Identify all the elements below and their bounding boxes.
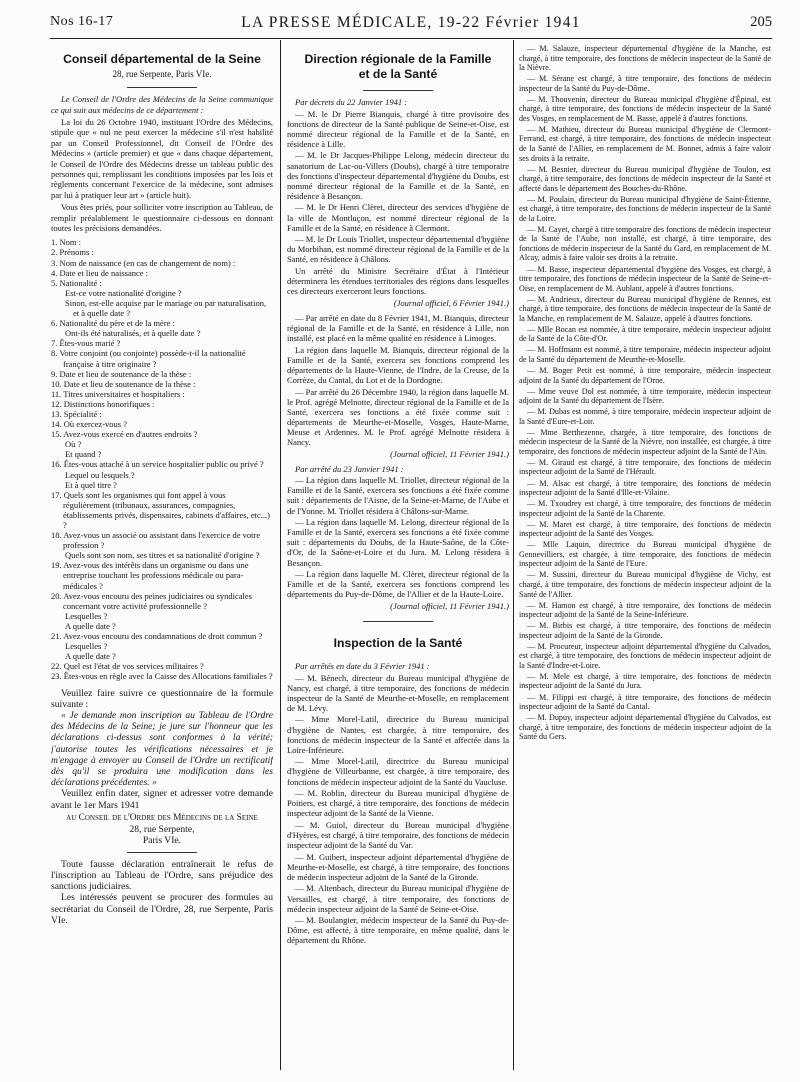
question-item: Lesquelles ? <box>65 641 108 652</box>
question-item: 5. Nationalité : <box>51 277 102 288</box>
question-item: Et à quel titre ? <box>65 479 117 490</box>
appointment-entry: — M. Sérane est chargé, à titre temporaire, des fonctions de médecin inspecteur de la Santé du Puy-de-Dôme. <box>519 74 771 93</box>
section-title-inspection: Inspection de la Santé <box>333 636 463 650</box>
regions-list <box>287 464 509 600</box>
question-item: 21. Avez-vous encouru des condamnations de droit commun ? <box>51 631 263 642</box>
conseil-address: 28, rue Serpente, Paris VIe. <box>112 69 212 79</box>
question-item: 14. Où exercez-vous ? <box>51 419 127 430</box>
appointment-entry: — M. Giraud est chargé, à titre temporaire, des fonctions de médecin inspecteur adjoint de la Santé de l'Hérault. <box>519 457 771 477</box>
question-item: 11. Titres universitaires et hospitaliers : <box>51 388 185 399</box>
address-line-1: au Conseil de l'Ordre des Médecins de la Seine <box>66 812 258 823</box>
notice-entry: La région dans laquelle M. Bianquis, directeur régional de la Famille et de la Santé, exercera ses fonctions comprend les départements de la Haute-Vienne, de l'Indre, de la Creuse, de la Corrèze, du Cantal, du Lot et de la Dordogne. <box>287 344 509 385</box>
column-rule-2 <box>513 40 514 1070</box>
notice-entry: — M. Roblin, directeur du Bureau municipal d'hygiène de Poitiers, est chargé, à titre temporaire, des fonctions de médecin inspecteur adjoint de la Santé de la Vienne. <box>287 788 509 819</box>
appointment-entry: — M. Salauze, inspecteur départemental d'hygiène de la Manche, est chargé, à titre temporaire, des fonctions de médecin inspecteur de la Santé de la Nièvre. <box>519 44 771 73</box>
question-item: 1. Nom : <box>51 237 81 248</box>
column-conseil <box>51 46 273 926</box>
arrete-list <box>287 313 509 447</box>
appointment-entry: — M. Boger Petit est nommé, à titre temporaire, médecin inspecteur adjoint de la Santé du département de l'Orne. <box>519 366 771 385</box>
question-item: 6. Nationalité du père et de la mère : <box>51 318 175 329</box>
notice-entry: — Mme Morel-Latil, directrice du Bureau municipal d'hygiène de Villeurbanne, est chargée, à titre temporaire, des fonctions de médecin inspecteur adjoint de la Santé du Vaucluse. <box>287 756 509 787</box>
notice-entry: — M. le Dr Henri Clèret, directeur des services d'hygiène de la ville de Montluçon, est nommé directeur régional de la Famille et de la Santé, en résidence à Clermont. <box>287 202 509 233</box>
notice-entry: — La région dans laquelle M. Triollet, directeur régional de la Famille et de la Santé, exercera ses fonctions a été fixée comme suit : départements de l'Aisne, de la Seine-et-Marne, de l'Aube et de l'Yonne. M. Triollet résidera à Châlons-sur-Marne. <box>287 475 509 516</box>
question-item: Lesquelles ? <box>65 610 108 621</box>
notice-entry: — M. Guiol, directeur du Bureau municipal d'hygiène d'Hyères, est chargé, à titre temporaire, des fonctions de médecin inspecteur adjoint de la Santé du Var. <box>287 819 509 851</box>
column-rule-1 <box>280 40 281 1070</box>
question-item: 19. Avez-vous des intérêts dans un organisme ou dans une entreprise touchant les professions médicale ou para-médicales ? <box>51 560 249 591</box>
appointment-entry: — M. Txoudrey est chargé, à titre temporaire, des fonctions de médecin inspecteur adjoint de la Santé de la Charente. <box>519 499 771 518</box>
column-inspection-continued <box>519 44 771 743</box>
deadline-paragraph: Veuillez enfin dater, signer et adresser votre demande avant le 1er Mars 1941 <box>51 788 273 811</box>
law-paragraph: La loi du 26 Octobre 1940, instituant l'Ordre des Médecins, stipule que « nul ne peut exercer la médecine s'il n'est habilité par un Conseil Professionnel, dit Conseil de l'Ordre des Médecins » (article premier) et que « dans chaque département, le Conseil de l'Ordre des Médecins dresse un tableau public des personnes qui, remplissant les conditions imposées par les lois et règlements concernant l'exercice de la médecine, sont admises par lui à pratiquer leur art » (article huit). <box>51 116 273 200</box>
notice-entry: Par arrêté du 23 Janvier 1941 : <box>295 463 404 474</box>
journal-reference-1: (Journal officiel, 6 Février 1941.) <box>393 297 509 308</box>
intro-paragraph: Le Conseil de l'Ordre des Médecins de la Seine communique ce qui suit aux médecins de ce département : <box>51 94 273 115</box>
appointment-entry: — M. Dubas est nommé, à titre temporaire, médecin inspecteur adjoint de la Santé d'Eure-et-Loir. <box>519 407 771 426</box>
question-item: 22. Quel est l'état de vos services militaires ? <box>51 661 204 672</box>
question-item: 8. Votre conjoint (ou conjointe) possède-t-il la nationalité française à titre originaire ? <box>51 348 246 369</box>
notice-entry: Par arrêtés en date du 3 Février 1941 : <box>295 661 430 671</box>
forms-paragraph: Les intéressés peuvent se procurer des formules au secrétariat du Conseil de l'Ordre, 28, rue Serpente, Paris VIe. <box>51 892 273 926</box>
inspection-list <box>287 661 509 946</box>
question-item: 7. Êtes-vous marié ? <box>51 338 121 349</box>
appointment-entry: — M. Besnier, directeur du Bureau municipal d'hygiène de Toulon, est chargé, à titre temporaire, des fonctions de médecin inspecteur de la Santé et affecté dans le département des Bouches-du-Rhône. <box>519 164 771 193</box>
journal-reference-3: (Journal officiel, 11 Février 1941.) <box>390 600 509 611</box>
issue-number: Nos 16-17 <box>50 14 114 29</box>
appointment-entry: — M. Hamon est chargé, à titre temporaire, des fonctions de médecin inspecteur adjoint de la Santé de la Seine-Inférieure. <box>519 600 771 620</box>
question-item: 13. Spécialité : <box>51 408 102 419</box>
page-number: 205 <box>750 14 772 30</box>
appointment-entry: — M. Sussini, directeur du Bureau municipal d'hygiène de Vichy, est chargé, à titre temporaire, des fonctions de médecin inspecteur adjoint de la Santé de l'Allier. <box>519 570 771 599</box>
appointment-entry: — Mlle Laquin, directrice du Bureau municipal d'hygiène de Gennevilliers, est chargée, à titre temporaire, des fonctions de médecin inspecteur adjoint de la Santé de l'Eure. <box>519 540 771 569</box>
instruction-paragraph: Vous êtes priés, pour solliciter votre inscription au Tableau, de remplir préalablement le questionnaire ci-dessous en donnant toutes les précisions demandées. <box>51 202 273 233</box>
appointment-entry: — M. Procureur, inspecteur adjoint départemental d'hygiène du Calvados, est chargé, à titre temporaire, des fonctions de médecin inspecteur adjoint de la Santé d'Indre-et-Loire. <box>519 641 771 670</box>
notice-entry: — M. le Dr Pierre Bianquis, chargé à titre provisoire des fonctions de directeur de la Santé publique de Seine-et-Oise, est nommé directeur régional de la Famille et de la Santé, en résidence à Lille. <box>287 108 509 149</box>
appointment-entry: — M. Thouvenin, directeur du Bureau municipal d'hygiène d'Épinal, est chargé, à titre temporaire, des fonctions de médecin inspecteur de la Santé des Vosges, en remplacement de M. Basse, appelé à d'autres fonctions. <box>519 94 771 123</box>
section-title-direction-1: Direction régionale de la Famille <box>304 52 492 66</box>
question-item: Et quand ? <box>65 449 102 460</box>
question-item: 3. Nom de naissance (en cas de changement de nom) : <box>51 257 236 268</box>
notice-entry: — M. Guibert, inspecteur adjoint départemental d'hygiène de Meurthe-et-Moselle, est chargé, à titre temporaire, des fonctions de médecin inspecteur adjoint de la Santé de la Gironde. <box>287 851 509 882</box>
question-item: 20. Avez-vous encouru des peines judiciaires ou syndicales concernant votre activité professionnelle ? <box>51 590 252 611</box>
section-title-conseil: Conseil départemental de la Seine <box>63 52 261 66</box>
appointment-entry: — M. Dupuy, inspecteur adjoint départemental d'hygiène du Calvados, est chargé, à titre temporaire, des fonctions de médecin inspecteur adjoint de la Santé du Gers. <box>519 713 771 742</box>
notice-entry: Par décrets du 22 Janvier 1941 : <box>295 97 408 107</box>
notice-entry: Un arrêté du Ministre Secrétaire d'État à l'Intérieur déterminera les étendues territoriales des régions dans lesquelles ces directeurs exerceront leurs fonctions. <box>287 266 509 297</box>
question-item: 10. Date et lieu de soutenance de la thèse : <box>51 378 196 389</box>
question-item: 17. Quels sont les organismes qui font appel à vous régulièrement (tribunaux, assurances, compagnies, établissements privés, dispensaires, cabinets d'affaires, etc...) ? <box>51 489 270 530</box>
question-item: 9. Date et lieu de soutenance de la thèse : <box>51 368 192 379</box>
appointment-entry: — Mme Berthezenne, chargée, à titre temporaire, des fonctions de médecin inspecteur de la Santé de la Nièvre, non installée, est chargée, à titre temporaire, des fonctions de médecin inspecteur adjoint de la Santé de l'Ain. <box>519 427 771 456</box>
question-item: 23. Êtes-vous en règle avec la Caisse des Allocations familiales ? <box>51 671 273 682</box>
formula-text: « Je demande mon inscription au Tableau de l'Ordre des Médecins de la Seine; je jure sur l'honneur que les déclarations ci-dessus sont conformes à la vérité; j'autorise toutes les vérifications nécessaires et je m'engage à envoyer au Conseil de l'Ordre un rectificatif dès qu'il se produira une modification dans les déclarations précédentes. » <box>51 709 273 789</box>
notice-entry: — M. Altenbach, directeur du Bureau municipal d'hygiène de Versailles, est chargé, à titre temporaire, des fonctions de médecin inspecteur adjoint de la Santé de Seine-et-Oise. <box>287 883 509 914</box>
separator <box>363 621 433 622</box>
address-line-3: Paris VIe. <box>142 834 182 846</box>
appointment-entry: — M. Basse, inspecteur départemental d'hygiène des Vosges, est chargé, à titre temporaire, des fonctions de médecin inspecteur de la Santé de Seine-et-Oise, en remplacement de M. Aublant, appelé à d'autres fonctions. <box>519 264 771 293</box>
header-rule <box>50 38 772 39</box>
separator <box>127 852 197 853</box>
appointment-entry: — M. Mathieu, directeur du Bureau municipal d'hygiène de Clermont-Ferrand, est chargé, à titre temporaire, des fonctions de médecin inspecteur de la Santé de l'Allier, en remplacement de M. Bonnet, admis à faire valoir ses droits à la retraite. <box>519 124 771 163</box>
notice-entry: — La région dans laquelle M. Lelong, directeur régional de la Famille et de la Santé, exercera ses fonctions a été fixée comme suit : départements du Doubs, de la Haute-Saône, de la Côte-d'Or, de la Saône-et-Loire et du Jura. M. Lelong résidera à Besançon. <box>287 517 509 568</box>
column-direction <box>287 46 509 947</box>
question-item: Sinon, est-elle acquise par le mariage ou par naturalisation, et à quelle date ? <box>65 297 267 319</box>
question-item: Est-ce votre nationalité d'origine ? <box>65 287 182 298</box>
notice-entry: — Mme Morel-Latil, directrice du Bureau municipal d'hygiène de Nantes, est chargée, à titre temporaire, des fonctions de médecin inspecteur de la Santé et affectée dans la Loire-Inférieure. <box>287 714 509 755</box>
question-item: 18. Avez-vous un associé ou assistant dans l'exercice de votre profession ? <box>51 530 261 551</box>
notice-entry: — M. le Dr Jacques-Philippe Lelong, médecin directeur du sanatorium de Lac-ou-Villers (Doubs), chargé à titre temporaire des fonctions d'inspecteur départemental d'hygiène du Doubs, est nommé directeur régional de la Famille et de la Santé, en résidence à Besançon. <box>287 150 509 201</box>
notice-entry: — M. Bénech, directeur du Bureau municipal d'hygiène de Nancy, est chargé, à titre temporaire, des fonctions de médecin inspecteur de la Santé de Meurthe-et-Moselle, en remplacement de M. Lévy. <box>287 672 509 713</box>
question-item: Où ? <box>65 439 82 450</box>
question-item: A quelle date ? <box>65 620 116 631</box>
question-item: Ont-ils été naturalisés, et à quelle date ? <box>65 328 201 339</box>
journal-title: LA PRESSE MÉDICALE, 19-22 Février 1941 <box>241 14 581 31</box>
appointment-entry: — Mlle Bocan est nommée, à titre temporaire, médecin inspecteur adjoint de la Santé de la Côte-d'Or. <box>519 324 771 344</box>
appointment-entry: — M. Filippi est chargé, à titre temporaire, des fonctions de médecin inspecteur adjoint de la Santé du Cantal. <box>519 692 771 712</box>
address-line-2: 28, rue Serpente, <box>129 823 195 835</box>
notice-entry: — M. le Dr Louis Triollet, inspecteur départemental d'hygiène du Morbihan, est nommé directeur régional de la Famille et de la Santé, en résidence à Châlons. <box>287 234 509 265</box>
question-item: 15. Avez-vous exercé en d'autres endroits ? <box>51 429 198 440</box>
notice-entry: — M. Boulangier, médecin inspecteur de la Santé du Puy-de-Dôme, est affecté, à titre temporaire, en même qualité, dans le département du Rhône. <box>287 915 509 946</box>
page-header <box>50 14 772 36</box>
appointment-entry: — M. Birbis est chargé, à titre temporaire, des fonctions de médecin inspecteur adjoint de la Santé de la Gironde. <box>519 621 771 640</box>
appointment-entry: — M. Andrieux, directeur du Bureau municipal d'hygiène de Rennes, est chargé, à titre temporaire, des fonctions de médecin inspecteur de la Santé de la Manche, en remplacement de M. Salauze, appelé à d'autres fonctions. <box>519 294 771 323</box>
appointment-entry: — M. Alsac est chargé, à titre temporaire, des fonctions de médecin inspecteur adjoint de la Santé d'Ille-et-Vilaine. <box>519 478 771 498</box>
question-item: 12. Distinctions honorifiques : <box>51 398 155 409</box>
question-item: A quelle date ? <box>65 651 116 662</box>
question-item: Quels sont son nom, ses titres et sa nationalité d'origine ? <box>65 550 260 561</box>
question-item: Lequel ou lesquels ? <box>65 469 135 480</box>
notice-entry: — Par arrêté du 26 Décembre 1940, la région dans laquelle M. le Prof. agrégé Melnotte, directeur régional de la Famille et de la Santé, exercera ses fonctions a été fixée comme suit : départements de Meurthe-et-Moselle, Vosges, Haute-Marne, Meuse et Ardennes. M. le Prof. agrégé Melnotte résidera à Nancy. <box>287 386 509 447</box>
appointment-entry: — Mme veuve Dol est nommée, à titre temporaire, médecin inspecteur adjoint de la Santé du département de l'Isère. <box>519 386 771 406</box>
journal-reference-2: (Journal officiel, 11 Février 1941.) <box>390 448 509 459</box>
question-item: 16. Êtes-vous attaché à un service hospitalier public ou privé ? <box>51 459 264 470</box>
section-title-direction-2: et de la Santé <box>358 67 438 81</box>
appointment-entry: — M. Cayet, chargé à titre temporaire des fonctions de médecin inspecteur de la Santé de l'Aube, non installé, est chargé, à titre temporaire, des fonctions de médecin inspecteur de la Santé du Gard, en remplacement de M. Alcay, admis à faire valoir ses droits à la retraite. <box>519 224 771 263</box>
separator <box>127 87 197 88</box>
notice-entry: — Par arrêté en date du 8 Février 1941, M. Bianquis, directeur régional de la Famille et de la Santé, en résidence à Lille, non installé, est placé en la même qualité en résidence à Limoges. <box>287 312 509 344</box>
formula-intro: Veuillez faire suivre ce questionnaire de la formule suivante : <box>51 687 273 710</box>
appointment-entry: — M. Maret est chargé, à titre temporaire, des fonctions de médecin inspecteur adjoint de la Santé des Vosges. <box>519 519 771 539</box>
question-item: 2. Prénoms : <box>51 247 94 258</box>
false-declaration-paragraph: Toute fausse déclaration entraînerait le refus de l'inscription au Tableau de l'Ordre, sans préjudice des sanctions judiciaires. <box>51 858 273 893</box>
decrees-list <box>287 97 509 296</box>
question-item: 4. Date et lieu de naissance : <box>51 267 149 278</box>
separator <box>363 90 433 91</box>
notice-entry: — La région dans laquelle M. Clèret, directeur régional de la Famille et de la Santé, exercera ses fonctions comprend les départements du Puy-de-Dôme, de l'Allier et de la Haute-Loire. <box>287 569 509 600</box>
appointment-entry: — M. Poulain, directeur du Bureau municipal d'hygiène de Saint-Étienne, est chargé, à titre temporaire, des fonctions de médecin inspecteur de la Santé de la Loire. <box>519 194 771 223</box>
questionnaire <box>51 237 273 681</box>
appointment-entry: — M. Mele est chargé, à titre temporaire, des fonctions de médecin inspecteur adjoint de la Santé du Jura. <box>519 671 771 691</box>
appointment-entry: — M. Hoffmann est nommé, à titre temporaire, médecin inspecteur adjoint de la Santé du département de Meurthe-et-Moselle. <box>519 345 771 364</box>
